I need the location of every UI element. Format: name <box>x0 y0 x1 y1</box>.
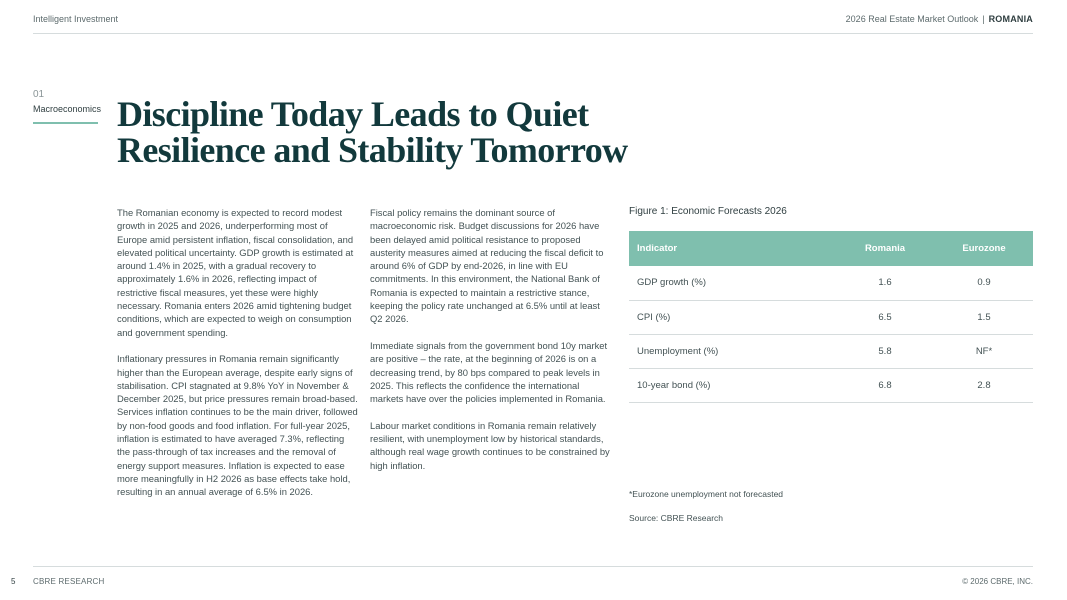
footer-brand: CBRE RESEARCH <box>33 577 105 586</box>
body-paragraph: The Romanian economy is expected to record modest growth in 2025 and 2026, underperforming most of Europe amid persistent inflation, fiscal consolidation, and elevated political uncertainty. GDP growth is estimated at around 1.4% in 2025, with a gradual recovery to approximately 1.6% in 2026, reflecting impact of restrictive fiscal measures, yet these were highly necessary. Romania enters 2026 amid tightening budget conditions, which are expected to weigh on consumption and government spending. <box>117 207 354 338</box>
table-cell: 2.8 <box>935 368 1033 402</box>
body-column-2 <box>370 206 612 485</box>
body-paragraph: Fiscal policy remains the dominant source of macroeconomic risk. Budget discussions for 2026 have been delayed amid political resistance to proposed austerity measures aimed at reducing the fiscal deficit to around 6% of GDP by end-2026, in line with EU commitments. In this environment, the National Bank of Romania is expected to maintain a restrictive stance, keeping the policy rate unchanged at 6.5% until at least Q2 2026. <box>370 207 604 325</box>
footer-divider <box>33 566 1033 567</box>
section-name: Macroeconomics <box>33 104 102 114</box>
table-cell: 6.5 <box>835 300 935 334</box>
column-header-eurozone: Eurozone <box>935 231 1033 266</box>
table-header-row <box>629 231 1033 266</box>
table-cell: Unemployment (%) <box>629 334 835 368</box>
table-row <box>629 368 1033 402</box>
figure-title: Figure 1: Economic Forecasts 2026 <box>629 206 787 217</box>
page-title <box>117 96 677 168</box>
table-cell: CPI (%) <box>629 300 835 334</box>
body-paragraph: Inflationary pressures in Romania remain significantly higher than the European average, despite early signs of stabilisation. CPI stagnated at 9.8% YoY in November & December 2025, but price pressures remain broad-based. Services inflation continues to be the main driver, followed by non-food goods and food inflation. For full-year 2025, inflation is estimated to have averaged 7.3%, reflecting the pass-through of tax increases and the removal of energy support measures. Inflation is expected to ease more meaningfully in H2 2026 as base effects take hold, resulting in an annual average of 6.5% in 2026. <box>117 353 358 498</box>
table-cell: 1.5 <box>935 300 1033 334</box>
body-paragraph: Immediate signals from the government bond 10y market are positive – the rate, at the beginning of 2026 is on a decreasing trend, by 80 bps compared to peak levels in 2025. This reflects the confidence the international markets have over the policies implemented in Romania. <box>370 339 608 405</box>
header-separator: | <box>982 14 985 24</box>
page-number: 5 <box>11 577 16 586</box>
body-column-1 <box>117 206 359 512</box>
table-row <box>629 334 1033 368</box>
page-title-line-1: Discipline Today Leads to Quiet <box>117 94 589 134</box>
page-title-line-2: Resilience and Stability Tomorrow <box>117 130 628 170</box>
body-paragraph: Labour market conditions in Romania remain relatively resilient, with unemployment low by historical standards, although real wage growth continues to be constrained by high inflation. <box>370 419 610 471</box>
header-report-title <box>846 14 1033 24</box>
table-cell: 5.8 <box>835 334 935 368</box>
table-cell: 0.9 <box>935 266 1033 300</box>
table-footnote: *Eurozone unemployment not forecasted <box>629 489 784 499</box>
section-underline <box>33 122 98 124</box>
header-brand-label: Intelligent Investment <box>33 14 119 24</box>
section-number: 01 <box>33 89 45 100</box>
table-cell: 10-year bond (%) <box>629 368 835 402</box>
table-cell: GDP growth (%) <box>629 266 835 300</box>
table-cell: NF* <box>935 334 1033 368</box>
figure-source: Source: CBRE Research <box>629 513 724 523</box>
column-header-romania: Romania <box>835 231 935 266</box>
footer-copyright: © 2026 CBRE, INC. <box>962 577 1033 586</box>
report-title: 2026 Real Estate Market Outlook <box>845 14 979 24</box>
column-header-indicator: Indicator <box>629 231 835 266</box>
table-cell: 1.6 <box>835 266 935 300</box>
table-cell: 6.8 <box>835 368 935 402</box>
table-row <box>629 266 1033 300</box>
economic-forecasts-table <box>629 231 1033 403</box>
table-row <box>629 300 1033 334</box>
header-divider <box>33 33 1033 34</box>
country-label: ROMANIA <box>988 14 1033 24</box>
